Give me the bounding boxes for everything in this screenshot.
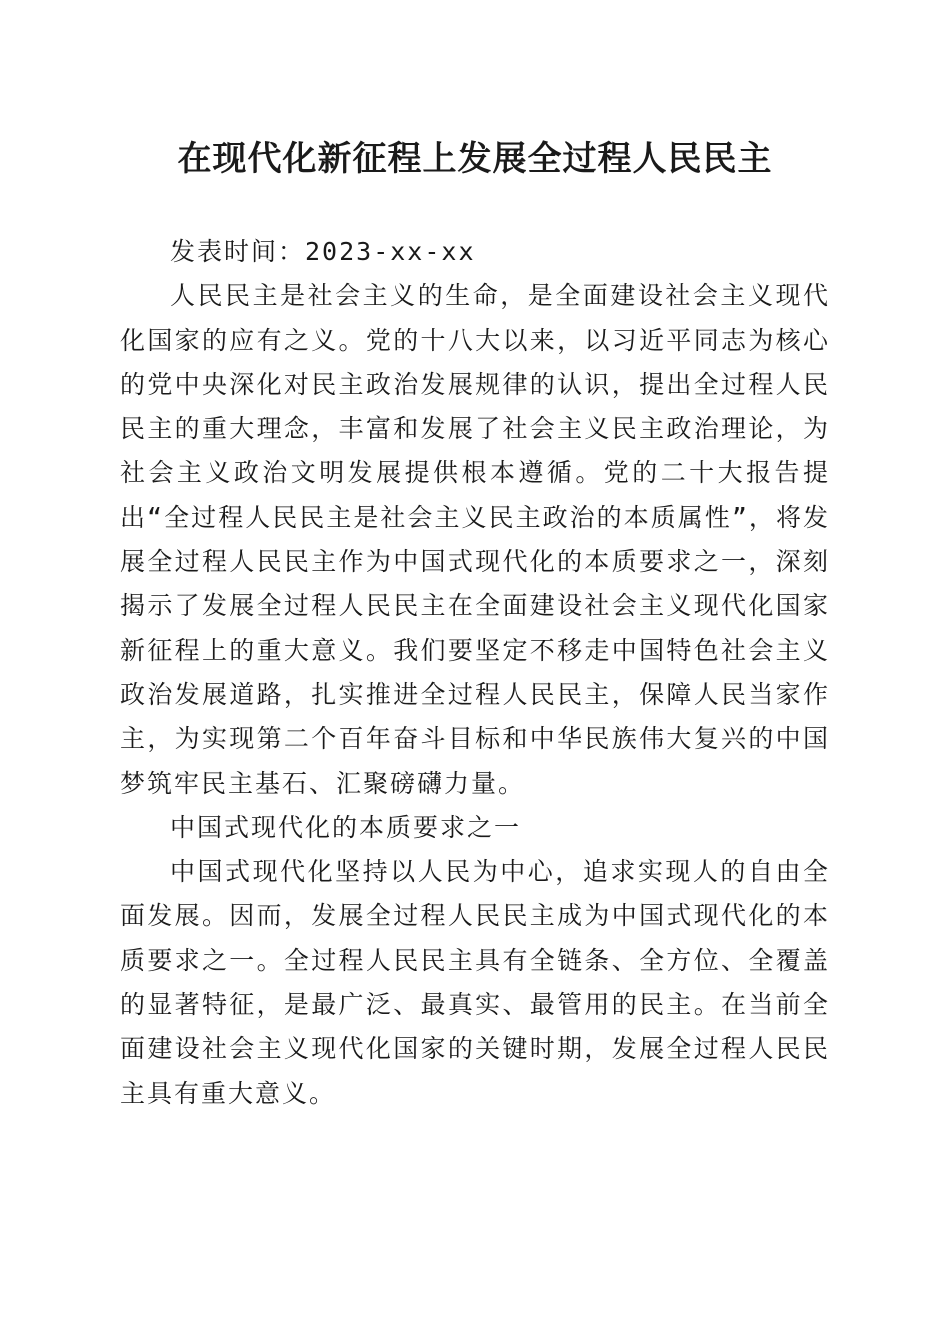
publish-date: 发表时间：2023-xx-xx: [170, 237, 476, 266]
section-heading: 中国式现代化的本质要求之一: [170, 812, 522, 842]
section-paragraph: 中国式现代化坚持以人民为中心，追求实现人的自由全面发展。因而，发展全过程人民民主成为中国式现代化的本质要求之一。全过程人民民主具有全链条、全方位、全覆盖的显著特征，是最广泛、最真实、最管用的民主。在当前全面建设社会主义现代化国家的关键时期，发展全过程人民民主具有重大意义。: [120, 857, 830, 1108]
document-title: 在现代化新征程上发展全过程人民民主: [177, 139, 773, 179]
document-body: [120, 230, 830, 1116]
intro-paragraph: 人民民主是社会主义的生命，是全面建设社会主义现代化国家的应有之义。党的十八大以来，以习近平同志为核心的党中央深化对民主政治发展规律的认识，提出全过程人民民主的重大理念，丰富和发展了社会主义民主政治理论，为社会主义政治文明发展提供根本遵循。党的二十大报告提出“全过程人民民主是社会主义民主政治的本质属性”，将发展全过程人民民主作为中国式现代化的本质要求之一，深刻揭示了发展全过程人民民主在全面建设社会主义现代化国家新征程上的重大意义。我们要坚定不移走中国特色社会主义政治发展道路，扎实推进全过程人民民主，保障人民当家作主，为实现第二个百年奋斗目标和中华民族伟大复兴的中国梦筑牢民主基石、汇聚磅礴力量。: [120, 281, 830, 798]
